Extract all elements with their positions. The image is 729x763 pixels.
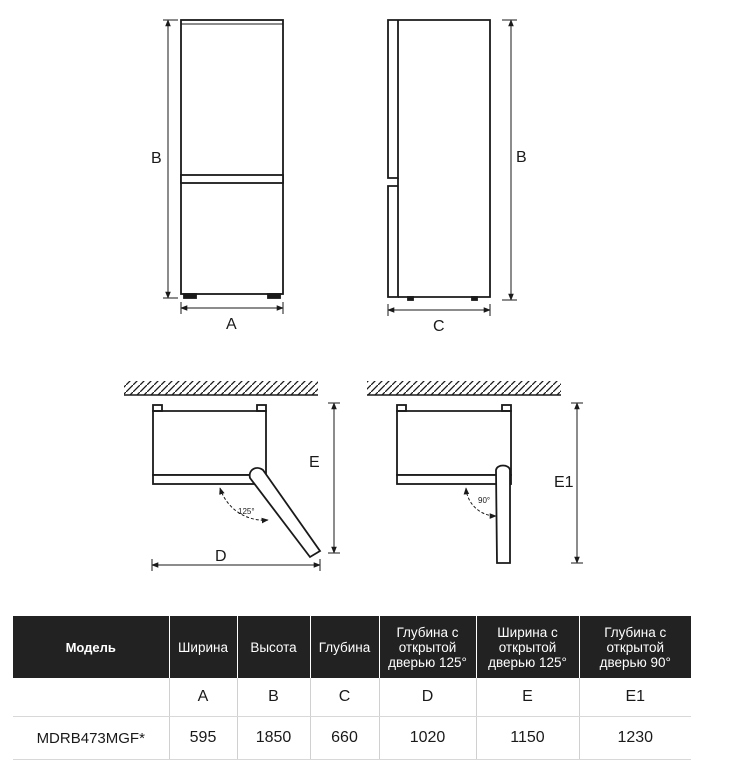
header-height: Высота [237, 616, 310, 678]
table-cell: C [310, 678, 379, 717]
header-model: Модель [13, 616, 169, 678]
open90-depth-label: E1 [554, 474, 574, 491]
header-width: Ширина [169, 616, 237, 678]
table-cell: 1850 [237, 717, 310, 760]
front-height-dimension [163, 20, 178, 298]
table-cell: E [476, 678, 579, 717]
open125-width-label: E [309, 454, 320, 471]
table-cell: 660 [310, 717, 379, 760]
front-view-fridge [181, 20, 283, 298]
spec-table [13, 616, 691, 760]
header-depth-open-125: Глубина с открытой дверью 125° [379, 616, 476, 678]
header-depth: Глубина [310, 616, 379, 678]
side-height-label: B [516, 149, 527, 166]
side-view-fridge [388, 20, 490, 300]
header-width-open-125: Ширина с открытой дверью 125° [476, 616, 579, 678]
table-cell: E1 [579, 678, 691, 717]
table-cell: B [237, 678, 310, 717]
table-cell: 595 [169, 717, 237, 760]
table-cell: A [169, 678, 237, 717]
table-cell: 1230 [579, 717, 691, 760]
wall-hatch-left [124, 381, 318, 395]
table-cell: 1020 [379, 717, 476, 760]
front-height-label: B [151, 150, 162, 167]
table-cell [13, 678, 169, 717]
open125-depth-dimension [152, 559, 320, 571]
open125-depth-label: D [215, 548, 227, 565]
table-cell-model: MDRB473MGF* [13, 717, 169, 760]
front-width-label: A [226, 316, 237, 333]
table-row [13, 717, 691, 760]
side-height-dimension [502, 20, 517, 300]
table-row-letters [13, 678, 691, 717]
angle-label-90: 90° [478, 496, 491, 505]
side-depth-label: C [433, 318, 445, 335]
table-cell: 1150 [476, 717, 579, 760]
front-width-dimension [181, 302, 283, 314]
table-header-row [13, 616, 691, 678]
open125-width-dimension [328, 403, 340, 553]
header-depth-open-90: Глубина с открытой дверью 90° [579, 616, 691, 678]
top-view-fridge-125 [153, 405, 320, 557]
table-cell: D [379, 678, 476, 717]
side-depth-dimension [388, 304, 490, 316]
angle-label-125: 125° [238, 507, 255, 516]
wall-hatch-right [367, 381, 561, 395]
top-view-fridge-90 [397, 405, 511, 563]
